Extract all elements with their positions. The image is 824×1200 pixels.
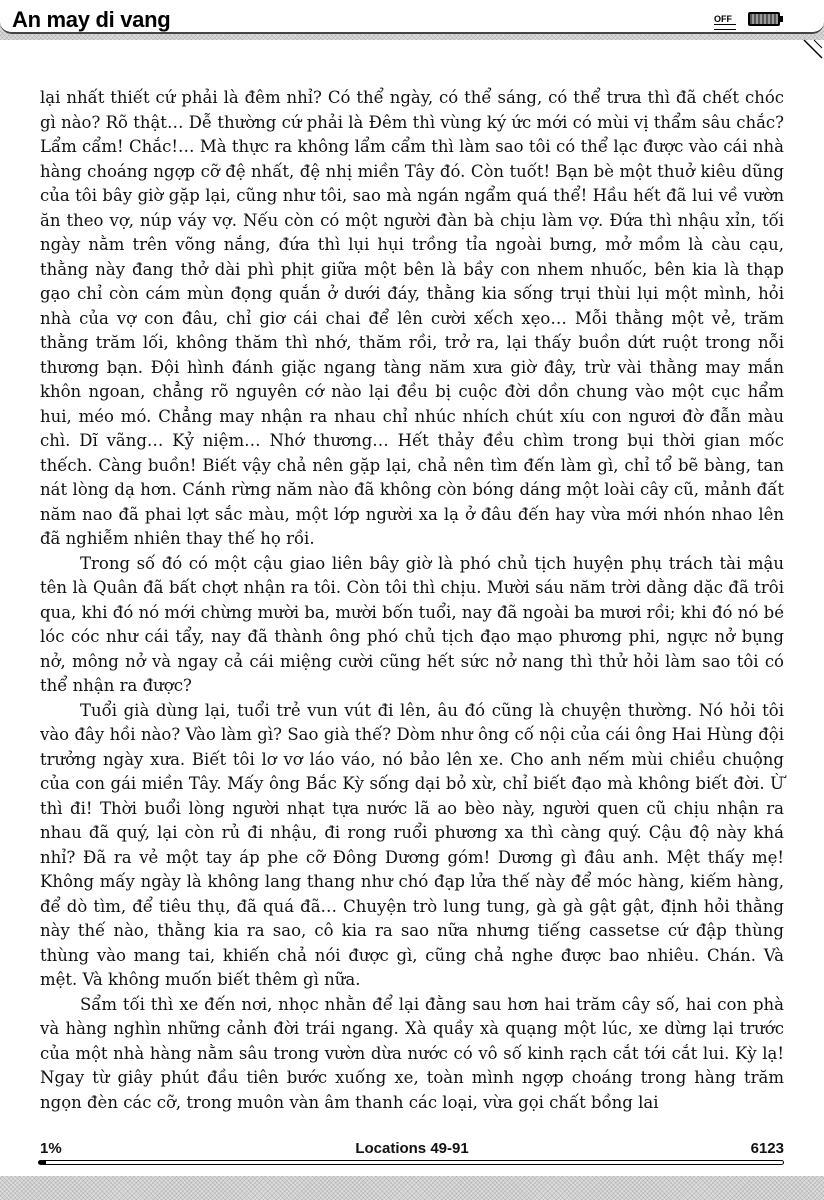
paragraph: Trong số đó có một cậu giao liên bây giờ là phó chủ tịch huyện phụ trách tài mậu tên là Quân đã bất chợt nhận ra tôi. Còn tôi thì chịu. Mười sáu năm trời dằng dặc đã trôi qua, khi đó nó mới chừng mười ba, mười bốn tuổi, nay đã ngoài ba mươi rồi; khi đó nó bé lóc cóc như cái tẩy, nay đã thành ông phó chủ tịch đạo mạo phương phi, ngực nở bụng nở, mông nở và ngay cả cái miệng cười cũng hết sức nở nang thì thử hỏi làm sao tôi có thể nhận ra được? [40, 553, 784, 695]
page-text[interactable] [40, 86, 784, 1115]
wireless-status: OFF [714, 14, 732, 24]
paragraph: Sẩm tối thì xe đến nơi, nhọc nhằn để lại đằng sau hơn hai trăm cây số, hai con phà và hàng nghìn những cảnh đời trái ngang. Xà quầy xà quạng một lúc, xe dừng lại trước của một nhà hàng nằm sâu trong vườn dừa nước có vô số kinh rạch cắt tới cắt lui. Kỳ lạ! Ngay từ giây phút đầu tiên bước xuống xe, toàn mình ngợp choáng trong hàng trăm ngọn đèn các cỡ, trong muôn vàn âm thanh các loại, vừa gọi chất bồng lai [40, 994, 784, 1112]
total-locations: 6123 [750, 1140, 784, 1157]
battery-icon [748, 12, 780, 26]
reading-progress-bar [38, 1160, 784, 1165]
paragraph: Tuổi già dùng lại, tuổi trẻ vun vút đi lên, âu đó cũng là chuyện thường. Nó hỏi tôi vào đây hồi nào? Vào làm gì? Sao già thế? Dòm như ông cố nội của cái ông Hai Hùng đội trưởng ngày xưa. Biết tôi lơ vơ láo váo, nó bảo lên xe. Cho anh nếm mùi chiều chuộng của con gái miền Tây. Mấy ông Bắc Kỳ sống dại bỏ xừ, chỉ biết đạo mà không biết đời. Ừ thì đi! Thời buổi lòng người nhạt tựa nước lã ao bèo này, người quen cũ chịu nhận ra nhau đã quý, lại còn rủ đi nhậu, đi rong ruổi phương xa thì càng quý. Cậu độ này khá nhỉ? Đã ra vẻ một tay áp phe cỡ Đông Dương góm! Dương gì đâu anh. Mệt thấy mẹ! Không mấy ngày là không lang thang như chó đạp lửa thế này để móc hàng, kiếm hàng, để dò tìm, để tiêu thụ, đã quá đã… Chuyện trò lung tung, gà gà gật gật, định hỏi thằng này thế nào, thằng kia ra sao, cô kia ra sao nữa nhưng tiếng cassetse cứ đập thùng thùng vào mang tai, khiến chả nói được gì, cũng chả nghe được bao nhiêu. Chán. Và mệt. Và không muốn biết thêm gì nữa. [40, 700, 784, 989]
status-bar [0, 0, 824, 40]
location-range: Locations 49-91 [355, 1140, 469, 1157]
book-title: An may di vang [12, 7, 171, 32]
paragraph: lại nhất thiết cứ phải là đêm nhỉ? Có thể ngày, có thể sáng, có thể trưa thì đã chết chóc gì nào? Rõ thật… Dễ thường cứ phải là Đêm thì vùng ký ức mới có mùi vị thẩm sâu chắc? Lẩm cẩm! Chắc!… Mà thực ra không lẩm cẩm thì làm sao tôi có thể lạc được vào cái nhà hàng choáng ngợp cỡ đệ nhất, đệ nhị miền Tây đó. Còn tuốt! Bạn bè một thuở kiêu dũng của tôi bây giờ gặp lại, cũng như tôi, sao mà ngán ngẩm quá thể! Hầu hết đã lui về vườn ăn theo vợ, núp váy vợ. Nếu còn có một người đàn bà chịu làm vợ. Đứa thì nhậu xỉn, tối ngày nằm trên võng nắng, đứa thì lụi hụi trồng tỉa ngoài bưng, mở mồm là càu cạu, thằng này đang thở dài phì phịt giữa một bên là bầy con nhem nhuốc, bên kia là thạp gạo chỉ còn cám mùn đọng quắn ở dưới đáy, thằng kia sống trụi thùi lụi một mình, hỏi nhà của vợ con đâu, chỉ giơ cái chai để lên cười xếch xẹo… Mỗi thằng một vẻ, trăm thằng trăm lối, không thăm thì nhớ, thăm rồi, trở ra, lại thấy buồn dứt ruột trong nỗi thương bạn. Đội hình đánh giặc ngang tàng năm xưa giờ đây, trừ vài thằng may mắn khôn ngoan, chẳng rõ nguyên cớ nào lại đều bị cuộc đời dồn chung vào một cục hẩm hui, méo mó. Chẳng may nhận ra nhau chỉ nhúc nhích chút xíu con ngươi đờ đẫn màu chì. Dĩ vãng… Kỷ niệm… Nhớ thương… Hết thảy đều chìm trong bụi thời gian mốc thếch. Càng buồn! Biết vậy chả nên gặp lại, chả nên tìm đến làm gì, chỉ tổ bẽ bàng, tan nát lòng dạ hơn. Cánh rừng năm nào đã không còn bóng dáng một loài cây cũ, mảnh đất năm nao đã phai lợt sắc màu, một lớp người xa lạ ở đâu đến hay vừa mới nhón nhao lên đã nghiễm nhiên thay thế họ rồi. [40, 88, 784, 548]
wireless-icon [714, 24, 736, 30]
reading-percent: 1% [40, 1140, 62, 1157]
bottom-frame [0, 1176, 824, 1200]
battery-tip [780, 16, 783, 22]
status-bar-panel [0, 0, 824, 34]
bookmark-corner-icon[interactable] [802, 38, 824, 60]
reading-progress-fill [39, 1161, 46, 1164]
